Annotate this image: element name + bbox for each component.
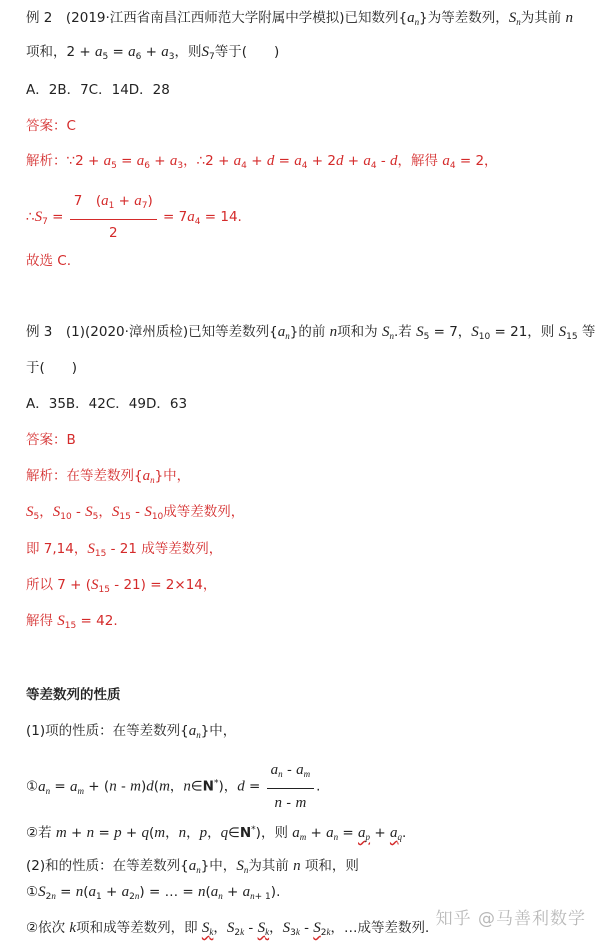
props-p2-end: 项和，则 xyxy=(304,858,359,874)
ex3-sol5-b: = 42. xyxy=(76,613,118,629)
ex2-title-mid: }为等差数列， xyxy=(419,10,509,26)
ex2-line2: 项和，$2 + a_5 = a_6 + a_3$，则$S_7$等于( ) xyxy=(26,44,280,62)
ex3-title: 例 3 (1)(2020·漳州质检)已知等差数列{ xyxy=(26,324,278,340)
ex3-title-ruo: .若 xyxy=(393,324,412,340)
props-item2: ②若 m + n = p + q(m，n，p，q∈N*)，则 $a_m + a_n = a_p + a_q$. xyxy=(26,825,407,842)
props-sum2-a: ②依次 xyxy=(26,920,70,936)
props-sum2: ②依次 k项和成等差数列，即 $S_k$，$S_{2k} - S_k$，$S_{3k} - S_{2k}$，…成等差数列． xyxy=(26,920,439,938)
ex3-sol2-minus: - xyxy=(71,504,86,520)
ex3-sol1: 解析：在等差数列{ xyxy=(26,468,143,484)
ex3-sol4-b: - 21) = 2×14， xyxy=(110,577,217,593)
ex2-sol-d: ，∴2 + xyxy=(183,153,234,169)
props-item1-f: ( xyxy=(153,778,160,795)
props-item1: $①a_n = a_m + (n - m)d(m$，n∈N*)，d = $\frac{a_n - a_m}{n - m}$ . xyxy=(26,758,320,815)
props-sum1-d: + xyxy=(101,884,122,900)
ex2-title-end: 为其前 xyxy=(520,10,562,26)
ex3-title-eq21: = 21，则 xyxy=(490,324,555,340)
props-item1-star: * xyxy=(213,778,219,789)
props-item2-g: ， xyxy=(186,825,200,841)
props-item1-c: + ( xyxy=(84,778,110,795)
props-p1-text: (1)项的性质：在等差数列{ xyxy=(26,723,189,739)
props-item1-b: = xyxy=(50,778,71,795)
ex2-solution-line1: 解析：∵2 + $a_5 = a_6 + a_3$，∴2 + $a_4 + d = a_4 + 2d + a_4 - d$，解得 $a_4 = 2$， xyxy=(26,153,498,171)
ex3-answer: 答案：B xyxy=(26,432,76,448)
ex2-line2-text: 项和，2 + xyxy=(26,44,95,60)
props-sum1-c: ( xyxy=(83,884,89,900)
props-item2-e: ( xyxy=(148,825,155,841)
props-sum2-f: - xyxy=(299,920,314,936)
ex3-title-mid2: 项和为 xyxy=(337,324,378,340)
ex3-sol5-a: 解得 xyxy=(26,613,58,629)
ex3-solution-line4: 所以 $7 + (S_{15} - 21) = 2\times 14$， xyxy=(26,577,217,595)
props-item2-c: = xyxy=(94,825,115,841)
props-item2-a: ②若 xyxy=(26,825,56,841)
ex2-sol-b: = xyxy=(116,153,137,169)
props-p2-mid: }中， xyxy=(200,858,237,874)
props-sum1: $①S_{2n} = n(a_1 + a_{2n})$ = … = $n(a_n + a_{n+ 1})$. xyxy=(26,884,281,902)
ex2-sol-e: + xyxy=(246,153,267,169)
props-item1-fraction: $\frac{a_n - a_m}{n - m}$ xyxy=(267,758,314,815)
ex2-title: 例 2 (2019·江西省南昌江西师范大学附属中学模拟)已知数列{ xyxy=(26,10,408,26)
ex3-sol2-end: 成等差数列， xyxy=(163,504,245,520)
ex2-sol-j: ，解得 xyxy=(397,153,443,169)
ex2-title-line: 例 2 (2019·江西省南昌江西师范大学附属中学模拟)已知数列$\{a_n\}$为等差数列，$S_n$为其前 n xyxy=(26,10,574,27)
ex3-solution-line1: 解析：在等差数列$\{a_n\}$中， xyxy=(26,468,191,485)
ex3-solution-line3: 即 7,14，$S_{15} - 21$ 成等差数列， xyxy=(26,541,223,559)
props-item1-a: ① xyxy=(26,778,39,795)
props-sum2-e: ， xyxy=(269,920,283,936)
props-p2: (2)和的性质：在等差数列$\{a_n\}$中，$S_n$为其前 n 项和，则 xyxy=(26,858,359,875)
props-item1-N: N xyxy=(202,778,214,795)
ex3-options: A．35B．42C．49D．63 xyxy=(26,396,188,412)
ex3-sol3-a: 即 7,14， xyxy=(26,541,88,557)
ex3-sol2-sep: ， xyxy=(39,504,53,520)
ex3-solution-line2: $S_5$，$S_{10} - S_5$，$S_{15} - S_{10}$成等差数列， xyxy=(26,504,245,522)
props-p2-text: (2)和的性质：在等差数列{ xyxy=(26,858,189,874)
props-item1-h: ∈ xyxy=(190,778,203,795)
ex3-sol3-b: - 21 成等差数列， xyxy=(106,541,223,557)
ex3-solution-line5: 解得 $S_{15} = 42$. xyxy=(26,613,118,631)
ex2-solution-line2: $\therefore S_7$ = $\frac{7 (a_1 + a_7)}{2}$ = $7a_4 = 14$. xyxy=(26,190,242,244)
props-sum1-e: ) = … = xyxy=(139,884,198,900)
props-item2-n: . xyxy=(401,825,407,841)
zhihu-watermark: 知乎 @马善利数学 xyxy=(435,909,586,929)
ex2-sol-h: + xyxy=(343,153,364,169)
ex2-then: ，则 xyxy=(174,44,202,60)
ex3-title-eq7: = 7， xyxy=(429,324,472,340)
props-sum1-h: ). xyxy=(270,884,281,900)
ex2-equals: 等于( ) xyxy=(214,44,280,60)
ex2-fraction: $\frac{7 (a_1 + a_7)}{2}$ xyxy=(70,190,157,244)
ex3-sol4-a: 所以 7 + ( xyxy=(26,577,92,593)
props-item2-i: ∈ xyxy=(228,825,240,841)
ex2-frac-den: 2 xyxy=(108,225,118,241)
props-item1-e: ) xyxy=(141,778,147,795)
props-sum1-f: ( xyxy=(205,884,211,900)
props-item1-d: - xyxy=(116,778,131,795)
ex2-sol-g: + 2 xyxy=(307,153,336,169)
ex2-eq2: + xyxy=(141,44,162,60)
props-item2-l: = xyxy=(338,825,359,841)
props-item2-h: ， xyxy=(207,825,221,841)
ex2-conclusion: 故选 C. xyxy=(26,253,72,269)
ex2-sol2-result: = 14. xyxy=(200,209,242,225)
props-item1-j: = xyxy=(244,778,265,795)
props-item2-m: + xyxy=(370,825,390,841)
props-item1-i: )， xyxy=(218,778,238,795)
ex2-sol-a: 解析：∵2 + xyxy=(26,153,104,169)
ex2-sol-i: - xyxy=(376,153,391,169)
props-sum2-b: 项和成等差数列，即 xyxy=(76,920,202,936)
ex2-sol2-prefix: ∴ xyxy=(26,209,35,225)
ex2-sol-f: = xyxy=(274,153,295,169)
ex2-eq1: = xyxy=(108,44,129,60)
ex2-answer: 答案：C xyxy=(26,118,76,134)
ex3-sol1-end: }中， xyxy=(154,468,191,484)
ex3-title-line: 例 3 (1)(2020·漳州质检)已知等差数列$\{a_n\}$的前 n项和为 $S_n$.若 $S_5 = 7$，$S_{10} = 21$，则 $S_{15}$ 等 xyxy=(26,324,596,342)
props-p1-end: }中， xyxy=(200,723,237,739)
props-p2-mid2: 为其前 xyxy=(248,858,289,874)
ex2-frac-num: 7 xyxy=(73,193,96,209)
props-item2-d: + xyxy=(121,825,142,841)
props-heading: 等差数列的性质 xyxy=(26,687,121,703)
props-item2-j: )，则 xyxy=(255,825,293,841)
props-sum1-g: + xyxy=(222,884,243,900)
props-sum2-d: - xyxy=(244,920,258,936)
props-sum2-g: ，…成等差数列． xyxy=(330,920,439,936)
props-sum1-b: = xyxy=(55,884,76,900)
ex2-sol-c: + xyxy=(149,153,170,169)
props-item2-k: + xyxy=(306,825,327,841)
ex3-title-mid: }的前 xyxy=(289,324,326,340)
ex2-sol-k: = 2， xyxy=(455,153,498,169)
props-item1-g: ， xyxy=(169,778,184,795)
props-sum1-a: ① xyxy=(26,884,39,900)
ex3-line2: 于( ) xyxy=(26,360,78,376)
ex3-title-end: 等 xyxy=(581,324,596,340)
ex2-options: A．2B．7C．14D．28 xyxy=(26,82,170,98)
props-item2-f: ， xyxy=(165,825,179,841)
props-item2-b: + xyxy=(66,825,87,841)
props-p1: (1)项的性质：在等差数列$\{a_n\}$中， xyxy=(26,723,237,740)
props-sum2-c: ， xyxy=(213,920,227,936)
